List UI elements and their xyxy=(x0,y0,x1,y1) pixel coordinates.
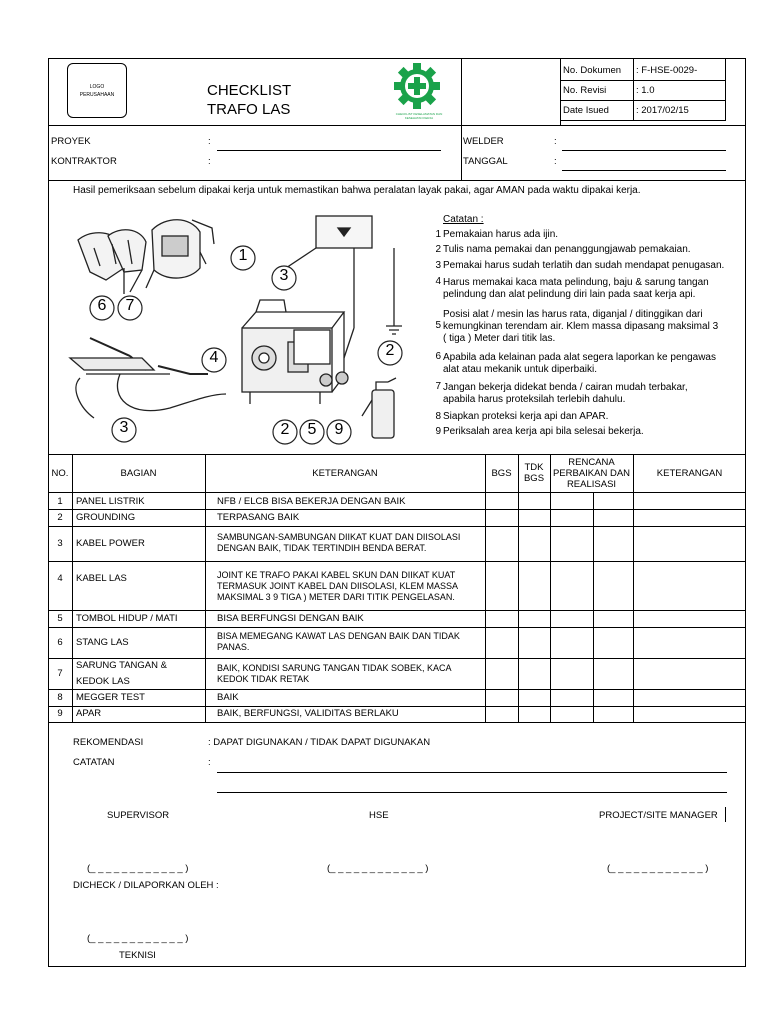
notes-title: Catatan : xyxy=(443,214,484,225)
note-text: Tulis nama pemakai dan penanggungjawab pemakaian. xyxy=(443,244,691,255)
proyek-colon: : xyxy=(208,136,211,147)
callout-7: 7 xyxy=(125,297,135,314)
welder-label: WELDER xyxy=(463,136,504,147)
note-number: 9 xyxy=(435,426,441,437)
row-bagian: TOMBOL HIDUP / MATI xyxy=(76,613,178,624)
catatan-label: CATATAN xyxy=(73,757,115,768)
row-bagian: MEGGER TEST xyxy=(76,692,145,703)
row-no: 6 xyxy=(57,637,63,648)
row-keterangan: BAIK xyxy=(217,692,239,703)
welder-colon: : xyxy=(554,136,557,147)
note-text: Periksalah area kerja api bila selesai bekerja. xyxy=(443,426,644,437)
row-keterangan: SAMBUNGAN-SAMBUNGAN DIIKAT KUAT DAN DIISOLASI xyxy=(217,532,461,542)
catatan-line-2[interactable] xyxy=(217,792,727,793)
doc-number-label: No. Dokumen xyxy=(563,65,622,76)
col-header-bgs: BGS xyxy=(491,468,512,479)
note-number: 5 xyxy=(435,320,441,331)
col-header-no: NO. xyxy=(51,468,69,479)
col-header-keterangan-2: KETERANGAN xyxy=(656,468,723,479)
title-line1: CHECKLIST xyxy=(207,82,292,99)
row-no: 5 xyxy=(57,613,63,624)
col-header-tdk-bgs-2: BGS xyxy=(523,473,545,484)
project-manager-signature[interactable]: (_ _ _ _ _ _ _ _ _ _ _ _ ) xyxy=(607,863,709,874)
row-bagian: GROUNDING xyxy=(76,512,136,523)
kontraktor-colon: : xyxy=(208,156,211,167)
teknisi-signature[interactable]: (_ _ _ _ _ _ _ _ _ _ _ _ ) xyxy=(87,933,189,944)
welding-setup-illustration xyxy=(50,208,432,446)
logo-text-line1: LOGO xyxy=(89,83,105,90)
header-vdivider xyxy=(461,58,462,125)
row-bagian: KABEL LAS xyxy=(76,573,127,584)
doc-hline-2 xyxy=(560,100,726,101)
row-no: 8 xyxy=(57,692,63,703)
note-number: 2 xyxy=(435,244,441,255)
row-no: 7 xyxy=(57,668,63,679)
callout-2: 2 xyxy=(385,342,395,359)
catatan-line-1[interactable] xyxy=(217,772,727,773)
row-keterangan: MAKSIMAL 3 9 TIGA ) METER DARI TITIK PENGELASAN. xyxy=(217,592,455,602)
callout-5: 5 xyxy=(307,421,317,438)
welder-field[interactable] xyxy=(562,150,726,151)
row-keterangan: BISA BERFUNGSI DENGAN BAIK xyxy=(217,613,364,624)
row-keterangan: BISA MEMEGANG KAWAT LAS DENGAN BAIK DAN TIDAK xyxy=(217,631,460,641)
logo-text-line2: PERUSAHAAN xyxy=(79,91,115,98)
row-no: 4 xyxy=(57,573,63,584)
hse-label: HSE xyxy=(369,810,389,821)
rekomendasi-options[interactable]: : DAPAT DIGUNAKAN / TIDAK DAPAT DIGUNAKAN xyxy=(208,737,431,748)
row-keterangan: JOINT KE TRAFO PAKAI KABEL SKUN DAN DIIKAT KUAT xyxy=(217,570,456,580)
proyek-label: PROYEK xyxy=(51,136,91,147)
note-text: ( tiga ) Meter dari titik las. xyxy=(443,333,556,344)
doc-vdivider-3 xyxy=(725,58,726,120)
callout-9: 9 xyxy=(334,421,344,438)
tanggal-label: TANGGAL xyxy=(463,156,508,167)
note-number: 4 xyxy=(435,276,441,287)
callout-3-bottom: 3 xyxy=(119,419,129,436)
k3-gear-cross-icon xyxy=(389,62,445,112)
col-header-rencana-1: RENCANA xyxy=(568,457,615,468)
row-keterangan: NFB / ELCB BISA BEKERJA DENGAN BAIK xyxy=(217,496,406,507)
callout-4: 4 xyxy=(209,349,219,366)
dicheck-label: DICHECK / DILAPORKAN OLEH : xyxy=(73,880,219,891)
k3-caption: CHECKLIST KESELAMATAN DAN KESEHATAN KERJA xyxy=(395,112,443,120)
col-header-rencana-3: REALISASI xyxy=(566,479,617,490)
supervisor-signature[interactable]: (_ _ _ _ _ _ _ _ _ _ _ _ ) xyxy=(87,863,189,874)
doc-revision-label: No. Revisi xyxy=(563,85,607,96)
tanggal-colon: : xyxy=(554,156,557,167)
callout-6: 6 xyxy=(97,297,107,314)
text-cursor xyxy=(725,807,726,822)
row-keterangan: TERPASANG BAIK xyxy=(217,512,300,523)
kontraktor-label: KONTRAKTOR xyxy=(51,156,117,167)
note-number: 8 xyxy=(435,411,441,422)
doc-number-value: : F-HSE-0029- xyxy=(636,65,698,76)
doc-hline-3 xyxy=(560,120,726,121)
note-text: Harus memakai kaca mata pelindung, baju & sarung tangan xyxy=(443,277,709,288)
header-divider xyxy=(48,125,746,126)
doc-revision-value: : 1.0 xyxy=(636,85,655,96)
note-number: 1 xyxy=(435,229,441,240)
info-bottom-line xyxy=(48,180,746,181)
tanggal-field[interactable] xyxy=(562,170,726,171)
row-bagian: KEDOK LAS xyxy=(76,676,130,687)
note-text: Jangan bekerja didekat benda / cairan mudah terbakar, xyxy=(443,382,688,393)
row-keterangan: BAIK, KONDISI SARUNG TANGAN TIDAK SOBEK, KACA xyxy=(217,663,452,673)
row-no: 9 xyxy=(57,708,63,719)
info-vdivider xyxy=(461,125,462,180)
doc-hline-1 xyxy=(560,80,726,81)
row-bagian: SARUNG TANGAN & xyxy=(76,660,167,671)
hse-signature[interactable]: (_ _ _ _ _ _ _ _ _ _ _ _ ) xyxy=(327,863,429,874)
row-keterangan: BAIK, BERFUNGSI, VALIDITAS BERLAKU xyxy=(217,708,399,719)
rekomendasi-label: REKOMENDASI xyxy=(73,737,144,748)
doc-date-value: : 2017/02/15 xyxy=(636,105,689,116)
col-header-tdk-bgs-1: TDK xyxy=(524,462,544,473)
row-keterangan: TERMASUK JOINT KABEL DAN DIISOLASI, KLEM MASSA xyxy=(217,581,459,591)
catatan-colon: : xyxy=(208,757,211,768)
note-text: alat atau mekanik untuk diperbaiki. xyxy=(443,364,597,375)
supervisor-label: SUPERVISOR xyxy=(107,810,170,821)
proyek-field[interactable] xyxy=(217,150,441,151)
note-number: 7 xyxy=(435,381,441,392)
row-bagian: STANG LAS xyxy=(76,637,129,648)
note-text: Pemakaian harus ada ijin. xyxy=(443,229,559,240)
note-text: Apabila ada kelainan pada alat segera laporkan ke pengawas xyxy=(443,352,716,363)
note-number: 6 xyxy=(435,351,441,362)
doc-vdivider-2 xyxy=(633,58,634,120)
col-header-keterangan: KETERANGAN xyxy=(312,468,378,479)
row-bagian: KABEL POWER xyxy=(76,538,145,549)
col-header-bagian: BAGIAN xyxy=(120,468,157,479)
note-text: Pemakai harus sudah terlatih dan sudah mendapat penugasan. xyxy=(443,260,725,271)
note-text: apabila harus proteksilah terlebih dahulu. xyxy=(443,394,626,405)
note-text: kemungkinan terendam air. Klem massa dipasang maksimal 3 xyxy=(443,321,719,332)
callout-2-bottom: 2 xyxy=(280,421,290,438)
callout-3-top: 3 xyxy=(279,267,289,284)
row-bagian: APAR xyxy=(76,708,102,719)
row-no: 2 xyxy=(57,512,63,523)
note-number: 3 xyxy=(435,260,441,271)
callout-1: 1 xyxy=(238,247,248,264)
note-text: Posisi alat / mesin las harus rata, diganjal / ditinggikan dari xyxy=(443,309,703,320)
row-no: 3 xyxy=(57,538,63,549)
note-text: pelindung dan alat pelindung diri lain pada saat kerja api. xyxy=(443,289,696,300)
doc-date-label: Date Isued xyxy=(563,105,609,116)
doc-vdivider-1 xyxy=(560,58,561,125)
note-text: Siapkan proteksi kerja api dan APAR. xyxy=(443,411,609,422)
title-line2: TRAFO LAS xyxy=(207,101,291,118)
teknisi-label: TEKNISI xyxy=(119,950,156,961)
col-header-rencana-2: PERBAIKAN DAN xyxy=(552,468,631,479)
row-keterangan: PANAS. xyxy=(217,642,250,652)
project-manager-label: PROJECT/SITE MANAGER xyxy=(599,810,718,821)
intro-text: Hasil pemeriksaan sebelum dipakai kerja untuk memastikan bahwa peralatan layak pakai, agar AMAN pada waktu dipakai kerja. xyxy=(73,185,641,196)
row-keterangan: KEDOK TIDAK RETAK xyxy=(217,674,310,684)
row-keterangan: DENGAN BAIK, TIDAK TERTINDIH BENDA BERAT. xyxy=(217,543,427,553)
company-logo-placeholder xyxy=(67,63,127,118)
row-bagian: PANEL LISTRIK xyxy=(76,496,145,507)
row-no: 1 xyxy=(57,496,63,507)
